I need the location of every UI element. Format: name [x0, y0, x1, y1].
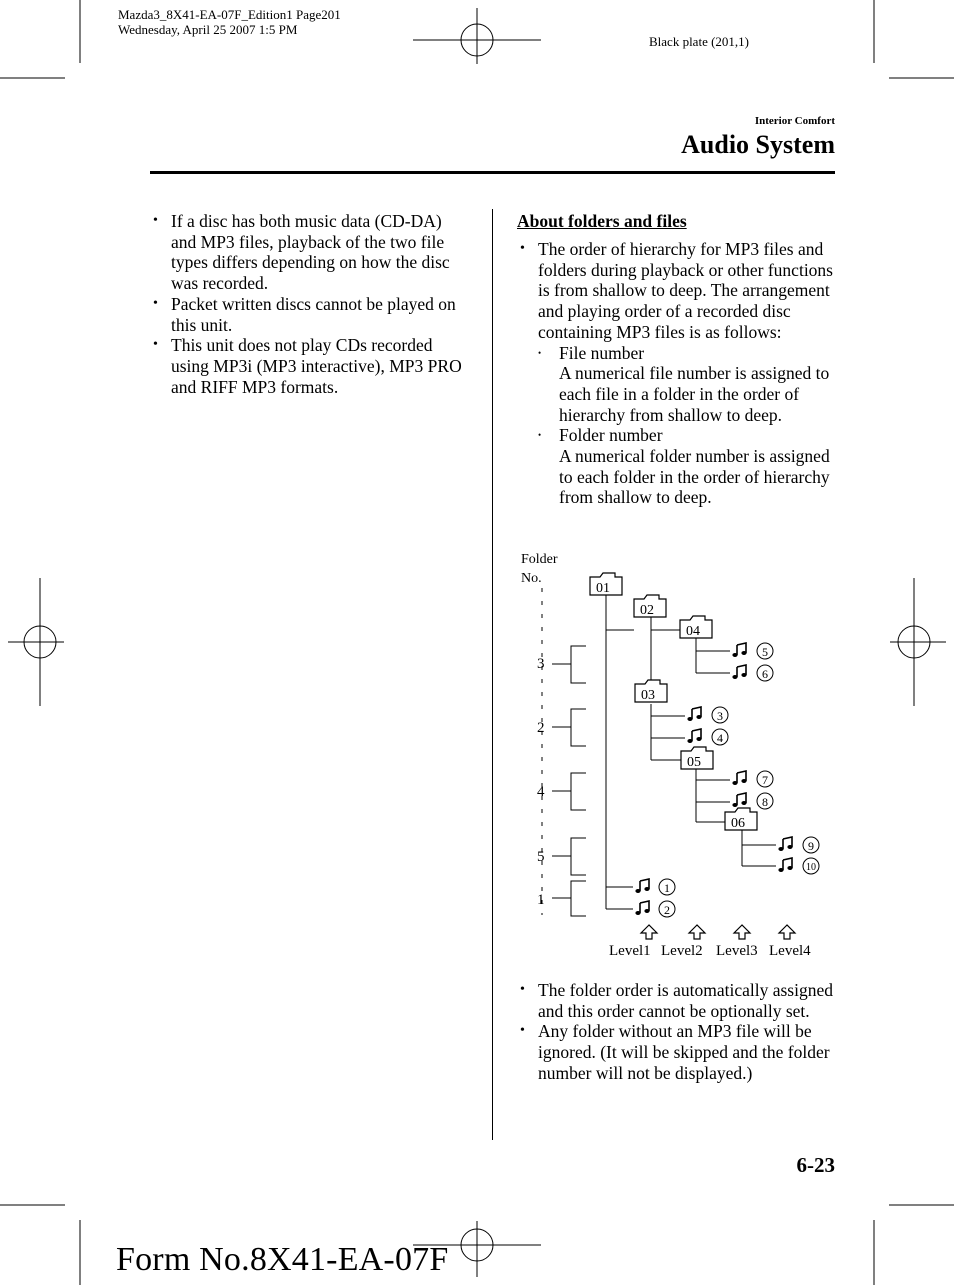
up-arrow-icon: [641, 925, 657, 939]
music-note-icon: [732, 643, 746, 657]
left-bullet-list: [150, 211, 470, 397]
sub-item-title: • Folder number: [559, 425, 663, 446]
folder-label: 03: [641, 688, 655, 703]
music-note-icon: [635, 879, 649, 893]
folders: [590, 573, 757, 831]
music-note-icon: [778, 858, 792, 872]
folder-icon: [635, 680, 667, 703]
level-arrows: [641, 925, 795, 939]
file-number: 2: [664, 903, 670, 917]
music-file: [778, 858, 819, 874]
folder-hierarchy-diagram: [505, 545, 835, 965]
list-item: • Any folder without an MP3 file will be ignored. (It will be skipped and the folder number will not be displayed.): [517, 1021, 837, 1083]
sub-item-text: A numerical file number is assigned to each file in a folder in the order of hierarchy from shallow to deep.: [559, 363, 830, 425]
music-file: [732, 793, 773, 809]
section-category: Interior Comfort: [754, 115, 835, 127]
file-number: 5: [762, 645, 768, 659]
page-number: 6-23: [796, 1153, 835, 1177]
music-file: [687, 707, 728, 723]
level-label: Level2: [661, 943, 703, 959]
list-item: [517, 239, 837, 508]
plate-line-2: Wednesday, April 25 2007 1:5 PM: [118, 22, 298, 37]
file-number: 6: [762, 667, 768, 681]
music-file: [732, 643, 773, 659]
level-label: Level3: [716, 943, 758, 959]
right-bullet-list-bottom: [517, 980, 837, 1084]
music-note-icon: [687, 707, 701, 721]
form-number: Form No.8X41-EA-07F: [116, 1241, 449, 1278]
folder-label: 05: [687, 755, 701, 770]
page-title: Audio System: [681, 130, 835, 159]
header-rule: [150, 171, 835, 174]
folder-number: 2: [537, 720, 545, 736]
sub-list-item: [538, 425, 837, 508]
folder-label: 04: [686, 624, 700, 639]
music-note-icon: [732, 771, 746, 785]
sub-item-text: A numerical folder number is assigned to each folder in the order of hierarchy from shallow to deep.: [559, 446, 830, 508]
list-item: • Packet written discs cannot be played on this unit.: [150, 294, 470, 335]
music-note-icon: [635, 901, 649, 915]
folder-icon: [725, 808, 757, 831]
file-number: 7: [762, 773, 768, 787]
plate-line-1: Mazda3_8X41-EA-07F_Edition1 Page201: [118, 7, 341, 22]
level-label: Level1: [609, 943, 651, 959]
sub-list: [538, 343, 837, 509]
file-number: 8: [762, 795, 768, 809]
list-item: • The folder order is automatically assigned and this order cannot be optionally set.: [517, 980, 837, 1021]
music-file: [635, 901, 675, 917]
plate-info: [118, 7, 341, 37]
folder-icon: [590, 573, 622, 596]
folder-label: 06: [731, 816, 745, 831]
folder-label: 01: [596, 581, 610, 596]
folder-brackets: [552, 646, 586, 916]
registration-target-left: [8, 578, 64, 706]
level-label: Level4: [769, 943, 811, 959]
folder-icon: [634, 595, 666, 618]
column-divider: [492, 209, 493, 1140]
music-note-icon: [687, 729, 701, 743]
folder-number: 5: [537, 849, 545, 865]
music-file: [635, 879, 675, 895]
up-arrow-icon: [689, 925, 705, 939]
music-file: [687, 729, 728, 745]
folder-number: 1: [537, 892, 545, 908]
file-number: 10: [806, 862, 816, 873]
right-bullet-list-top: [517, 239, 837, 508]
registration-target-right: [890, 578, 946, 706]
folder-number: 4: [537, 784, 545, 800]
registration-target-top: [413, 8, 541, 64]
folder-icon: [680, 616, 712, 639]
folder-number: 3: [537, 656, 545, 672]
file-number: 1: [664, 881, 670, 895]
file-number: 3: [717, 709, 723, 723]
music-file: [778, 837, 819, 853]
list-item: • If a disc has both music data (CD-DA) and MP3 files, playback of the two file types differs depending on how the disc was recorded.: [150, 211, 470, 294]
sub-item-title: • File number: [559, 342, 645, 363]
folder-label: 02: [640, 603, 654, 618]
up-arrow-icon: [734, 925, 750, 939]
subheading-folders-files: About folders and files: [517, 211, 687, 231]
folder-no-label: No.: [521, 571, 542, 586]
music-note-icon: [732, 665, 746, 679]
file-number: 4: [717, 731, 723, 745]
up-arrow-icon: [779, 925, 795, 939]
music-file: [732, 771, 773, 787]
music-file: [732, 665, 773, 681]
folder-no-label: Folder: [521, 552, 558, 567]
list-item: • This unit does not play CDs recorded using MP3i (MP3 interactive), MP3 PRO and RIFF MP3 formats.: [150, 335, 470, 397]
music-note-icon: [778, 837, 792, 851]
file-number: 9: [808, 839, 814, 853]
music-note-icon: [732, 793, 746, 807]
folder-icon: [681, 747, 713, 770]
sub-list-item: [538, 343, 837, 426]
bullet-text: The order of hierarchy for MP3 files and folders during playback or other functions is from shallow to deep. The arrangement and playing order of a recorded disc containing MP3 files is as follows:: [538, 239, 833, 342]
plate-black: Black plate (201,1): [649, 34, 749, 49]
